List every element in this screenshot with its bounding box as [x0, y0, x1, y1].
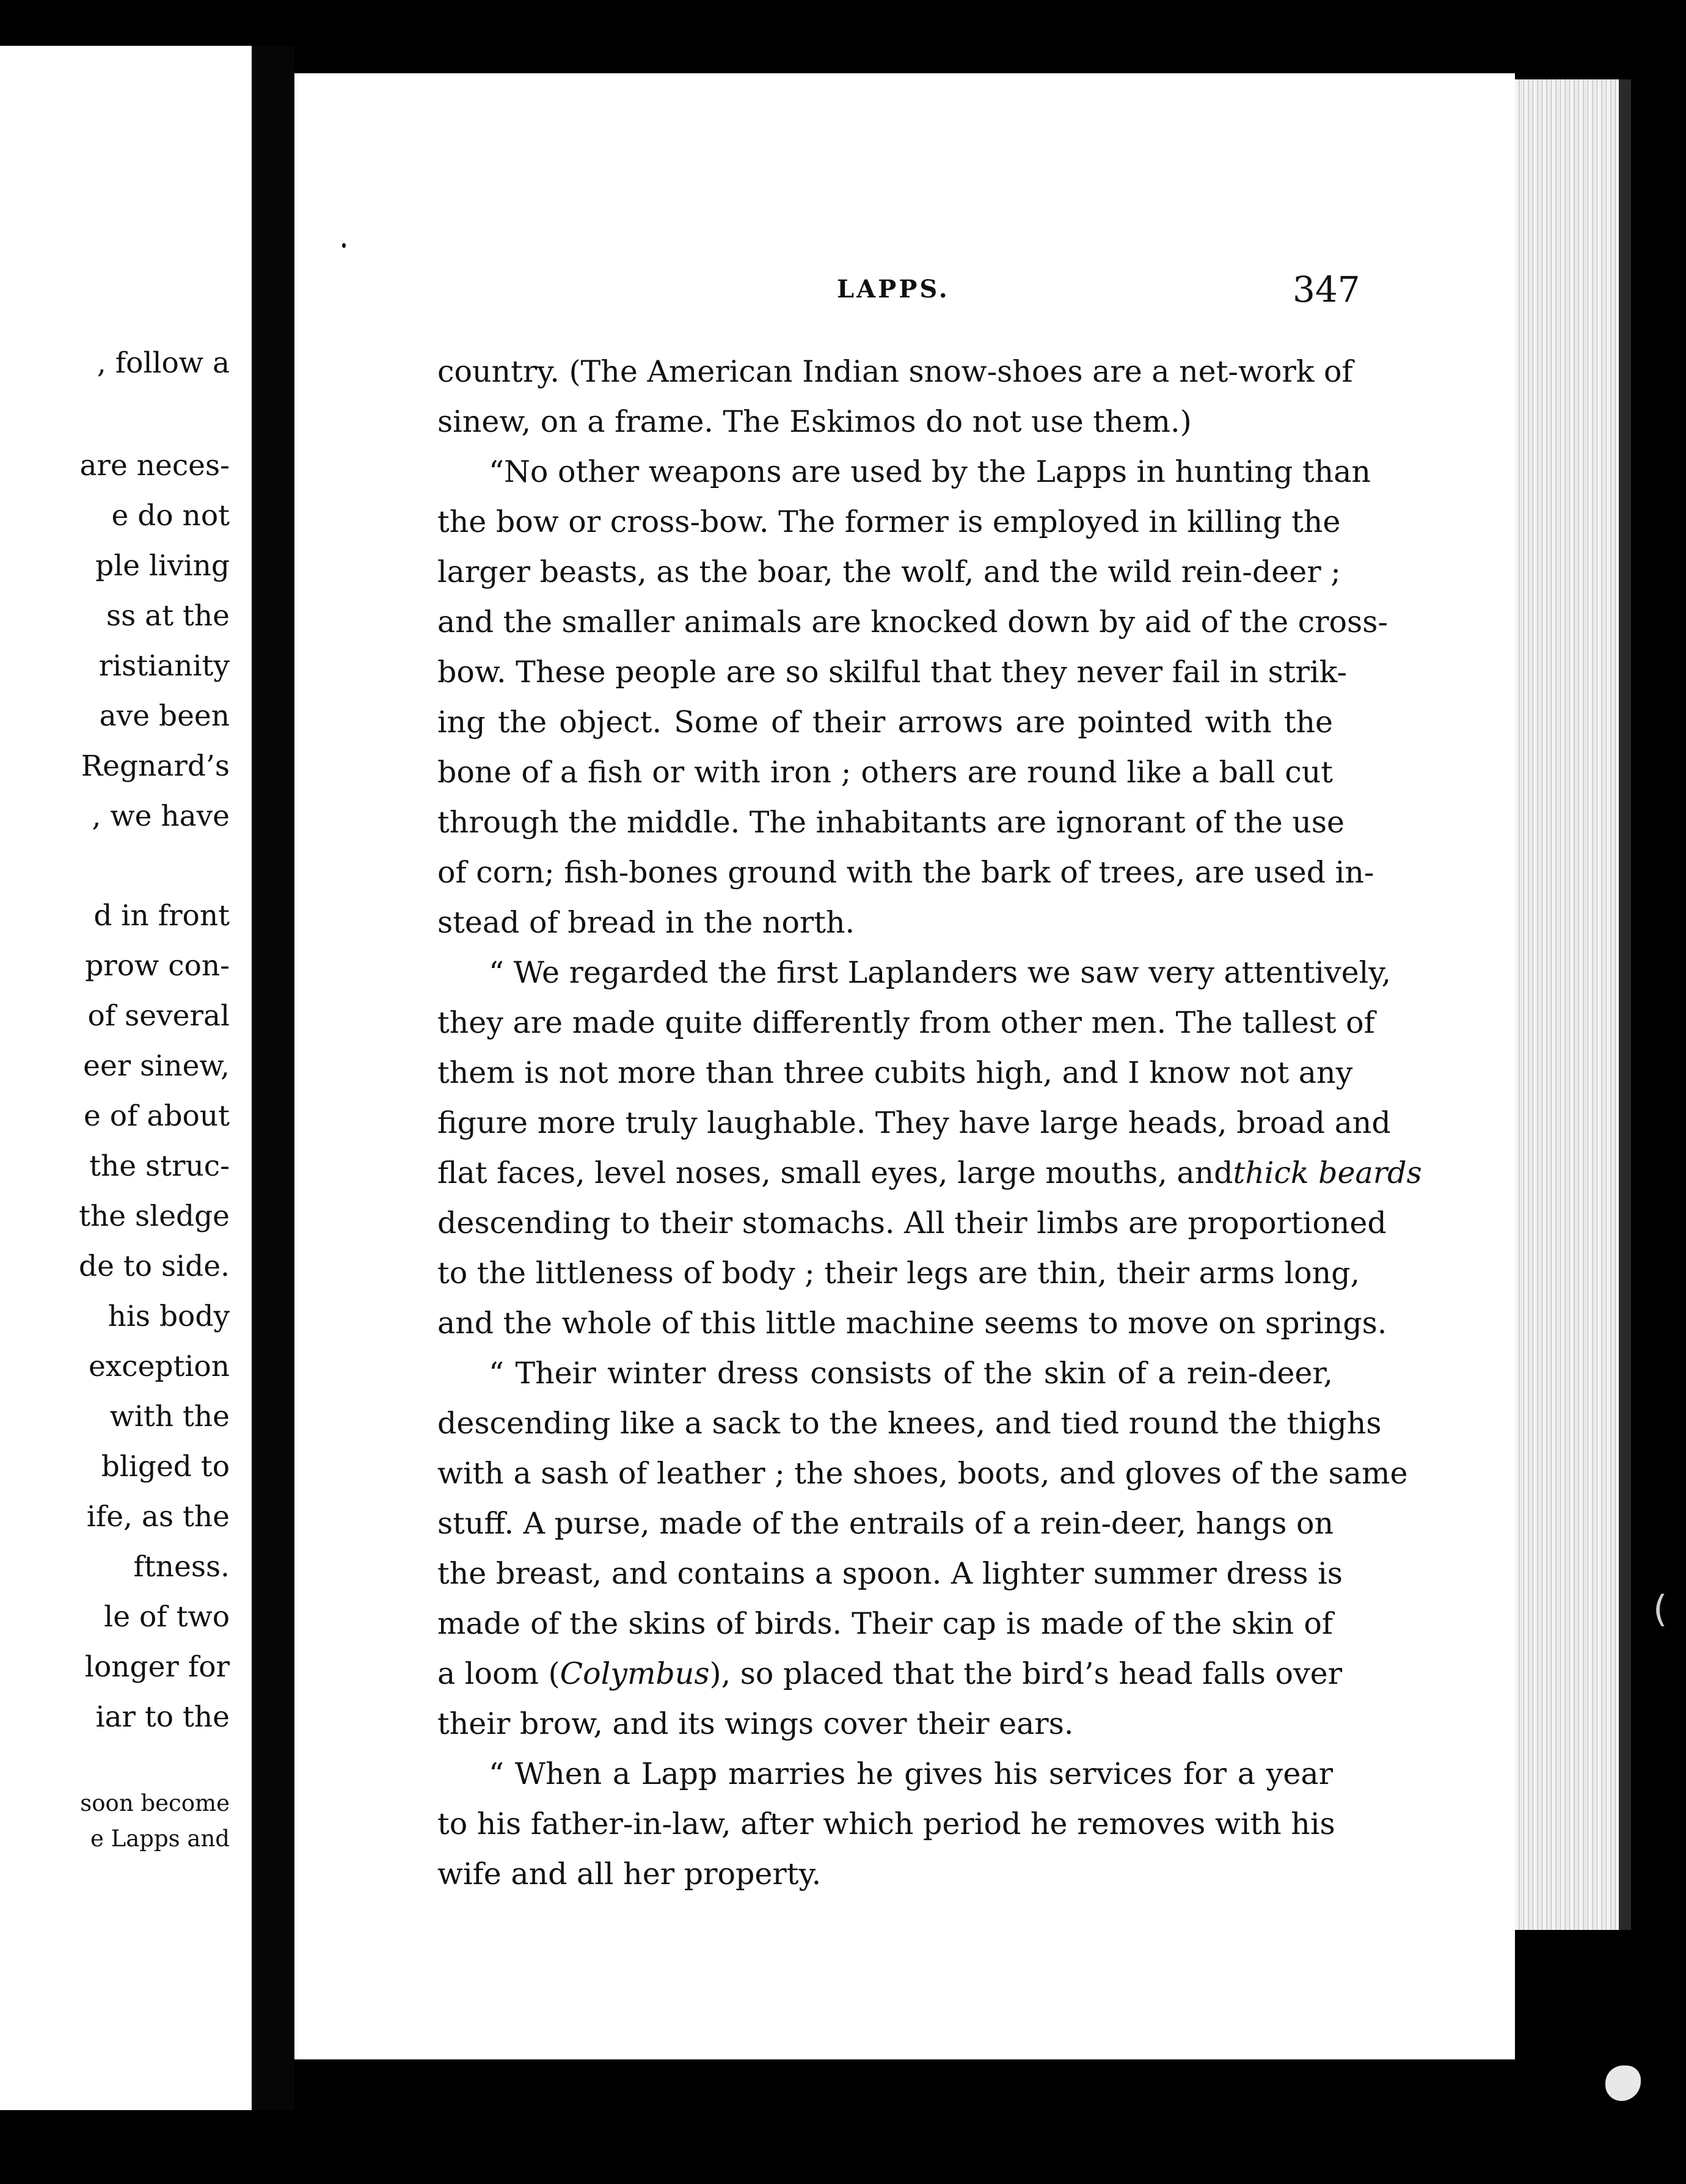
text-segment: the breast, and contains a spoon. A lighter summer dress is — [437, 1556, 1343, 1591]
text-segment: ing the object. Some of their arrows are pointed with the — [437, 705, 1333, 740]
text-segment: through the middle. The inhabitants are ignorant of the use — [437, 805, 1345, 840]
left-line: ple living — [95, 549, 230, 583]
left-line: de to side. — [79, 1250, 230, 1283]
left-line: le of two — [104, 1600, 230, 1634]
left-line: ftness. — [133, 1550, 230, 1584]
left-line: ave been — [99, 699, 230, 733]
running-head: LAPPS. — [837, 275, 950, 304]
left-line: longer for — [84, 1650, 230, 1684]
text-segment: “ We regarded the first Laplanders we saw very attentively, — [489, 955, 1392, 990]
text-line — [437, 1655, 1343, 1693]
text-segment: a loom ( — [437, 1656, 560, 1691]
left-line: e of about — [84, 1099, 230, 1133]
text-line — [437, 754, 1333, 792]
left-line: eer sinew, — [83, 1049, 230, 1083]
text-segment: “No other weapons are used by the Lapps in hunting than — [489, 454, 1371, 489]
text-segment: and the smaller animals are knocked down by aid of the cross- — [437, 605, 1388, 639]
left-line: of several — [87, 999, 230, 1033]
left-line: the sledge — [79, 1199, 230, 1233]
text-line — [437, 503, 1341, 541]
page-number: 347 — [1293, 269, 1360, 310]
text-line — [437, 403, 1333, 441]
book-gutter — [252, 46, 294, 2110]
text-line — [489, 954, 1392, 992]
left-line: the struc- — [89, 1149, 230, 1183]
text-line — [489, 453, 1371, 491]
text-segment: them is not more than three cubits high, and I know not any — [437, 1055, 1353, 1090]
text-line — [437, 653, 1347, 691]
text-line — [437, 1204, 1387, 1242]
text-segment: to the littleness of body ; their legs are thin, their arms long, — [437, 1256, 1360, 1290]
left-line: exception — [88, 1350, 230, 1383]
text-line — [437, 553, 1341, 591]
text-segment: bone of a fish or with iron ; others are round like a ball cut — [437, 755, 1333, 790]
text-segment: larger beasts, as the boar, the wolf, and the wild rein-deer ; — [437, 555, 1341, 589]
text-line — [437, 1405, 1382, 1443]
text-segment: country. (The American Indian snow-shoes are a net-work of — [437, 354, 1353, 389]
text-line — [437, 1605, 1333, 1643]
left-line: his body — [108, 1300, 230, 1333]
text-line — [437, 1705, 1333, 1743]
scan-artifact — [1605, 2066, 1641, 2101]
left-line: ristianity — [98, 649, 230, 683]
text-segment: bow. These people are so skilful that they never fail in strik- — [437, 655, 1347, 690]
text-line — [437, 1305, 1387, 1342]
scan-artifact: ( — [1653, 1588, 1668, 1631]
text-segment: “ Their winter dress consists of the skin of a rein-deer, — [489, 1356, 1333, 1391]
italic-phrase: thick beards — [1233, 1156, 1422, 1190]
text-segment: stead of bread in the north. — [437, 905, 855, 940]
text-line — [437, 353, 1353, 391]
text-line — [489, 1755, 1333, 1793]
text-segment: the bow or cross-bow. The former is employed in killing the — [437, 504, 1341, 539]
left-line: iar to the — [95, 1700, 230, 1734]
left-line: , follow a — [97, 346, 230, 380]
left-line: d in front — [93, 899, 230, 933]
italic-phrase: Colymbus — [560, 1656, 710, 1691]
text-line — [437, 804, 1345, 842]
text-segment: they are made quite differently from other men. The tallest of — [437, 1005, 1375, 1040]
text-line — [437, 1855, 1333, 1893]
left-line: prow con- — [85, 949, 230, 983]
text-line — [437, 1004, 1375, 1042]
page-edges — [1515, 79, 1619, 1930]
text-line — [437, 1104, 1391, 1142]
text-segment: figure more truly laughable. They have large heads, broad and — [437, 1105, 1391, 1140]
left-line: bliged to — [101, 1450, 230, 1483]
text-segment: with a sash of leather ; the shoes, boots, and gloves of the same — [437, 1456, 1408, 1491]
text-segment: sinew, on a frame. The Eskimos do not use them.) — [437, 404, 1192, 439]
text-line — [437, 704, 1333, 741]
text-segment: descending to their stomachs. All their limbs are proportioned — [437, 1206, 1387, 1240]
text-segment: stuff. A purse, made of the entrails of a rein-deer, hangs on — [437, 1506, 1334, 1541]
text-line — [437, 603, 1388, 641]
left-footnote-line: soon become — [80, 1790, 230, 1816]
text-segment: to his father-in-law, after which period he removes with his — [437, 1807, 1335, 1841]
text-segment: and the whole of this little machine seems to move on springs. — [437, 1306, 1387, 1341]
cover-edge — [1619, 79, 1631, 1930]
text-line — [489, 1355, 1333, 1392]
left-line: , we have — [92, 799, 230, 833]
text-segment: “ When a Lapp marries he gives his services for a year — [489, 1756, 1333, 1791]
text-line — [437, 1555, 1343, 1593]
text-segment: their brow, and its wings cover their ears. — [437, 1706, 1074, 1741]
text-segment: wife and all her property. — [437, 1857, 822, 1891]
text-line — [437, 904, 1333, 942]
left-line: Regnard’s — [81, 749, 230, 783]
text-line — [437, 1254, 1360, 1292]
text-segment: descending like a sack to the knees, and tied round the thighs — [437, 1406, 1382, 1441]
left-line: with the — [109, 1400, 230, 1433]
left-footnote-line: e Lapps and — [90, 1825, 230, 1852]
text-line — [437, 1505, 1333, 1543]
text-segment: made of the skins of birds. Their cap is made of the skin of — [437, 1606, 1333, 1641]
speck — [342, 243, 346, 248]
text-segment: ), so placed that the bird’s head falls over — [709, 1656, 1343, 1691]
left-line: ife, as the — [86, 1500, 230, 1534]
text-line — [437, 1154, 1422, 1192]
text-segment: flat faces, level noses, small eyes, large mouths, and — [437, 1156, 1233, 1190]
left-line: ss at the — [106, 599, 230, 633]
text-line — [437, 1805, 1333, 1843]
text-line — [437, 1455, 1408, 1493]
left-line: are neces- — [79, 449, 230, 482]
text-segment: of corn; fish-bones ground with the bark of trees, are used in- — [437, 855, 1374, 890]
text-line — [437, 854, 1374, 892]
text-line — [437, 1054, 1353, 1092]
left-line: e do not — [111, 499, 230, 533]
previous-page-fragment — [0, 46, 252, 2110]
